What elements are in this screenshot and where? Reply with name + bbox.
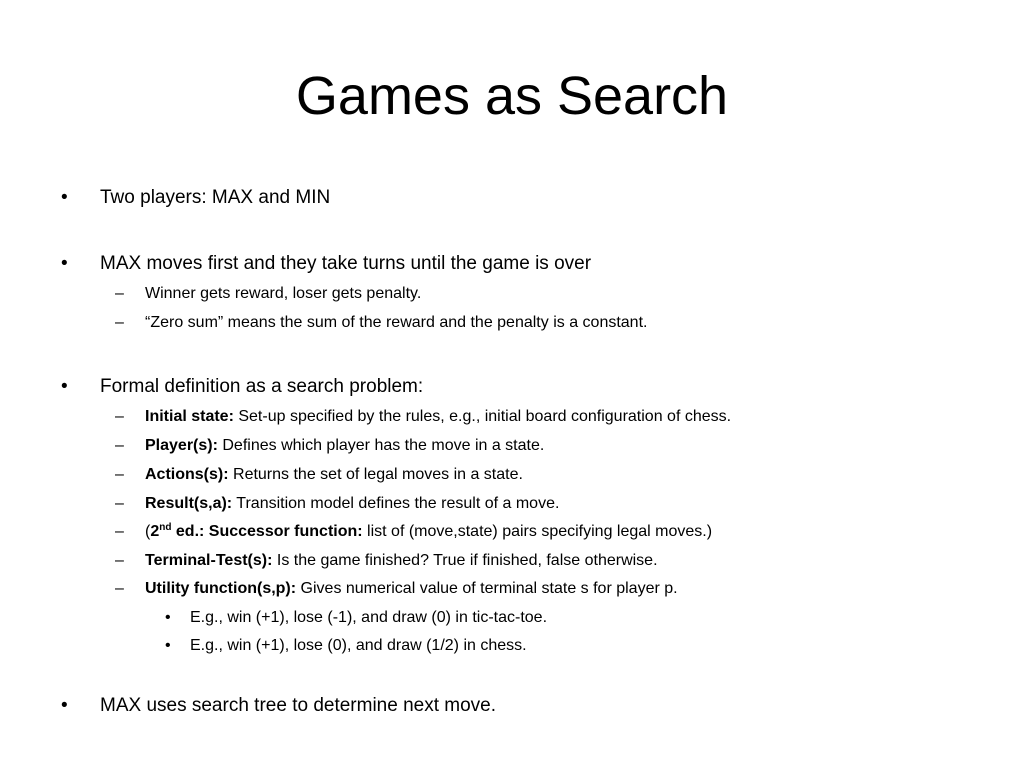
subbullet-player (115, 436, 545, 456)
subsubbullet-chess (165, 636, 527, 656)
subsubbullet-text: E.g., win (+1), lose (0), and draw (1/2) in chess. (190, 637, 527, 654)
bullet-marker: • (61, 187, 68, 208)
term-description: Defines which player has the move in a state. (217, 437, 545, 454)
term-label: Player(s): (145, 437, 218, 454)
bullet-max-moves-first (61, 252, 592, 276)
subsubbullet-text: E.g., win (+1), lose (-1), and draw (0) in tic-tac-toe. (190, 609, 548, 626)
subbullet-marker: – (115, 495, 124, 512)
term-label: Actions(s): (145, 466, 229, 483)
term-label: Initial state: (145, 408, 234, 425)
term-label: Utility function(s,p): (145, 580, 297, 597)
term-description: list of (move,state) pairs specifying legal moves.) (362, 523, 713, 540)
subbullet-marker: – (115, 314, 124, 331)
bullet-text: Two players: MAX and MIN (100, 187, 331, 208)
subbullet-marker: – (115, 437, 124, 454)
bullet-text: MAX uses search tree to determine next move. (100, 695, 497, 716)
subbullet-marker: – (115, 466, 124, 483)
bullet-formal-definition (61, 375, 424, 399)
bullet-marker: • (61, 253, 68, 274)
term-label: ed.: Successor function: (171, 523, 363, 540)
edition-ordinal-suffix: nd (159, 522, 172, 533)
subbullet-zero-sum (115, 313, 648, 333)
subbullet-result (115, 494, 560, 514)
subbullet-successor-function (115, 522, 713, 542)
term-description: Is the game finished? True if finished, false otherwise. (272, 552, 658, 569)
subsubbullet-marker: • (165, 637, 171, 654)
term-label: Result(s,a): (145, 495, 233, 512)
term-description: Set-up specified by the rules, e.g., initial board configuration of chess. (233, 408, 732, 425)
term-description: Gives numerical value of terminal state s for player p. (296, 580, 678, 597)
bullet-text: MAX moves first and they take turns until the game is over (100, 253, 592, 274)
term-description: Returns the set of legal moves in a state. (228, 466, 523, 483)
subbullet-actions (115, 465, 523, 485)
bullet-text: Formal definition as a search problem: (100, 376, 424, 397)
subbullet-terminal-test (115, 551, 658, 571)
bullet-two-players (61, 186, 331, 210)
bullet-marker: • (61, 695, 68, 716)
subsubbullet-tic-tac-toe (165, 608, 548, 628)
subbullet-marker: – (115, 523, 124, 540)
edition-number: 2 (150, 523, 160, 540)
subbullet-marker: – (115, 408, 124, 425)
subbullet-text: “Zero sum” means the sum of the reward and the penalty is a constant. (145, 314, 648, 331)
open-paren: ( (145, 523, 151, 540)
bullet-marker: • (61, 376, 68, 397)
term-description: Transition model defines the result of a move. (232, 495, 560, 512)
subsubbullet-marker: • (165, 609, 171, 626)
subbullet-text: Winner gets reward, loser gets penalty. (145, 285, 422, 302)
subbullet-marker: – (115, 580, 124, 597)
subbullet-utility-function (115, 579, 678, 599)
bullet-max-uses-search-tree (61, 694, 497, 718)
subbullet-initial-state (115, 407, 732, 427)
slide-title: Games as Search (295, 66, 729, 126)
term-label: Terminal-Test(s): (145, 552, 273, 569)
subbullet-marker: – (115, 552, 124, 569)
subbullet-winner-reward (115, 284, 422, 304)
subbullet-marker: – (115, 285, 124, 302)
